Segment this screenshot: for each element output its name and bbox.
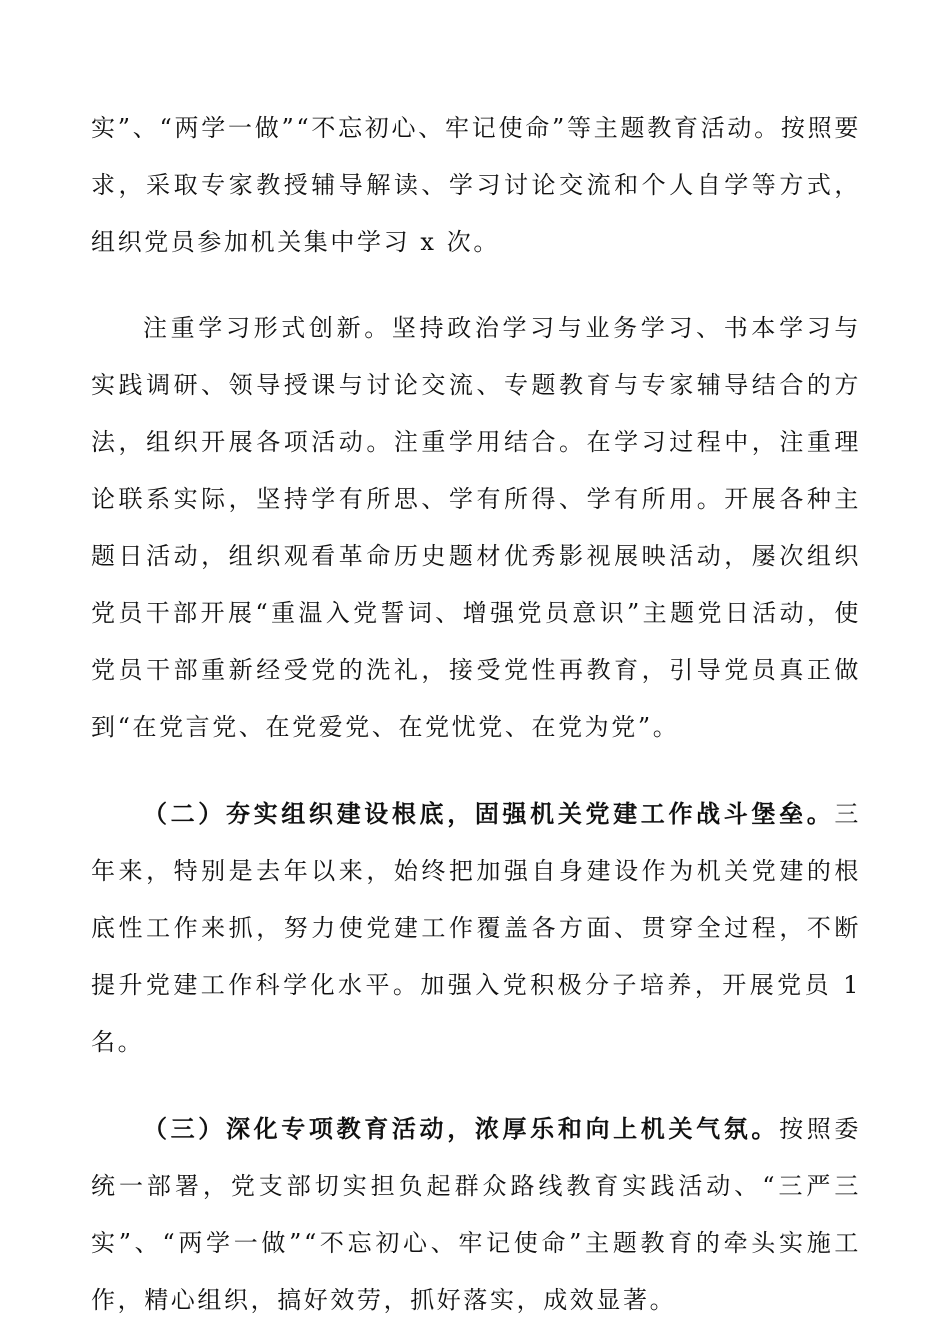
paragraph-text: 注重学习形式创新。坚持政治学习与业务学习、书本学习与实践调研、领导授课与讨论交流、专题教育与专家辅导结合的方法，组织开展各项活动。注重学用结合。在学习过程中，注重理论联系实际，坚持学有所思、学有所得、学有所用。开展各种主题日活动，组织观看革命历史题材优秀影视展映活动，屡次组织党员干部开展“重温入党誓词、增强党员意识”主题党日活动，使党员干部重新经受党的洗礼，接受党性再教育，引导党员真正做到“在党言党、在党爱党、在党忧党、在党为党”。 xyxy=(91,314,861,741)
paragraph-study-activities xyxy=(91,100,861,271)
paragraph-section-three xyxy=(91,1100,861,1329)
paragraph-text: 三年来，特别是去年以来，始终把加强自身建设作为机关党建的根底性工作来抓，努力使党建工作覆盖各方面、贯穿全过程，不断提升党建工作科学化水平。加强入党积极分子培养，开展党员 1 名。 xyxy=(91,800,861,1056)
section-heading: （三）深化专项教育活动，浓厚乐和向上机关气氛。 xyxy=(143,1114,780,1143)
section-heading: （二）夯实组织建设根底，固强机关党建工作战斗堡垒。 xyxy=(143,799,835,828)
paragraph-study-form-innovation xyxy=(91,300,861,756)
paragraph-text: 按照委统一部署，党支部切实担负起群众路线教育实践活动、“三严三实”、“两学一做”“不忘初心、牢记使命”主题教育的牵头实施工作，精心组织，搞好效劳，抓好落实，成效显著。 xyxy=(91,1115,861,1314)
paragraph-text: 实”、“两学一做”“不忘初心、牢记使命”等主题教育活动。按照要求，采取专家教授辅导解读、学习讨论交流和个人自学等方式，组织党员参加机关集中学习 x 次。 xyxy=(91,114,861,256)
document-page xyxy=(91,100,861,1329)
paragraph-section-two xyxy=(91,785,861,1071)
